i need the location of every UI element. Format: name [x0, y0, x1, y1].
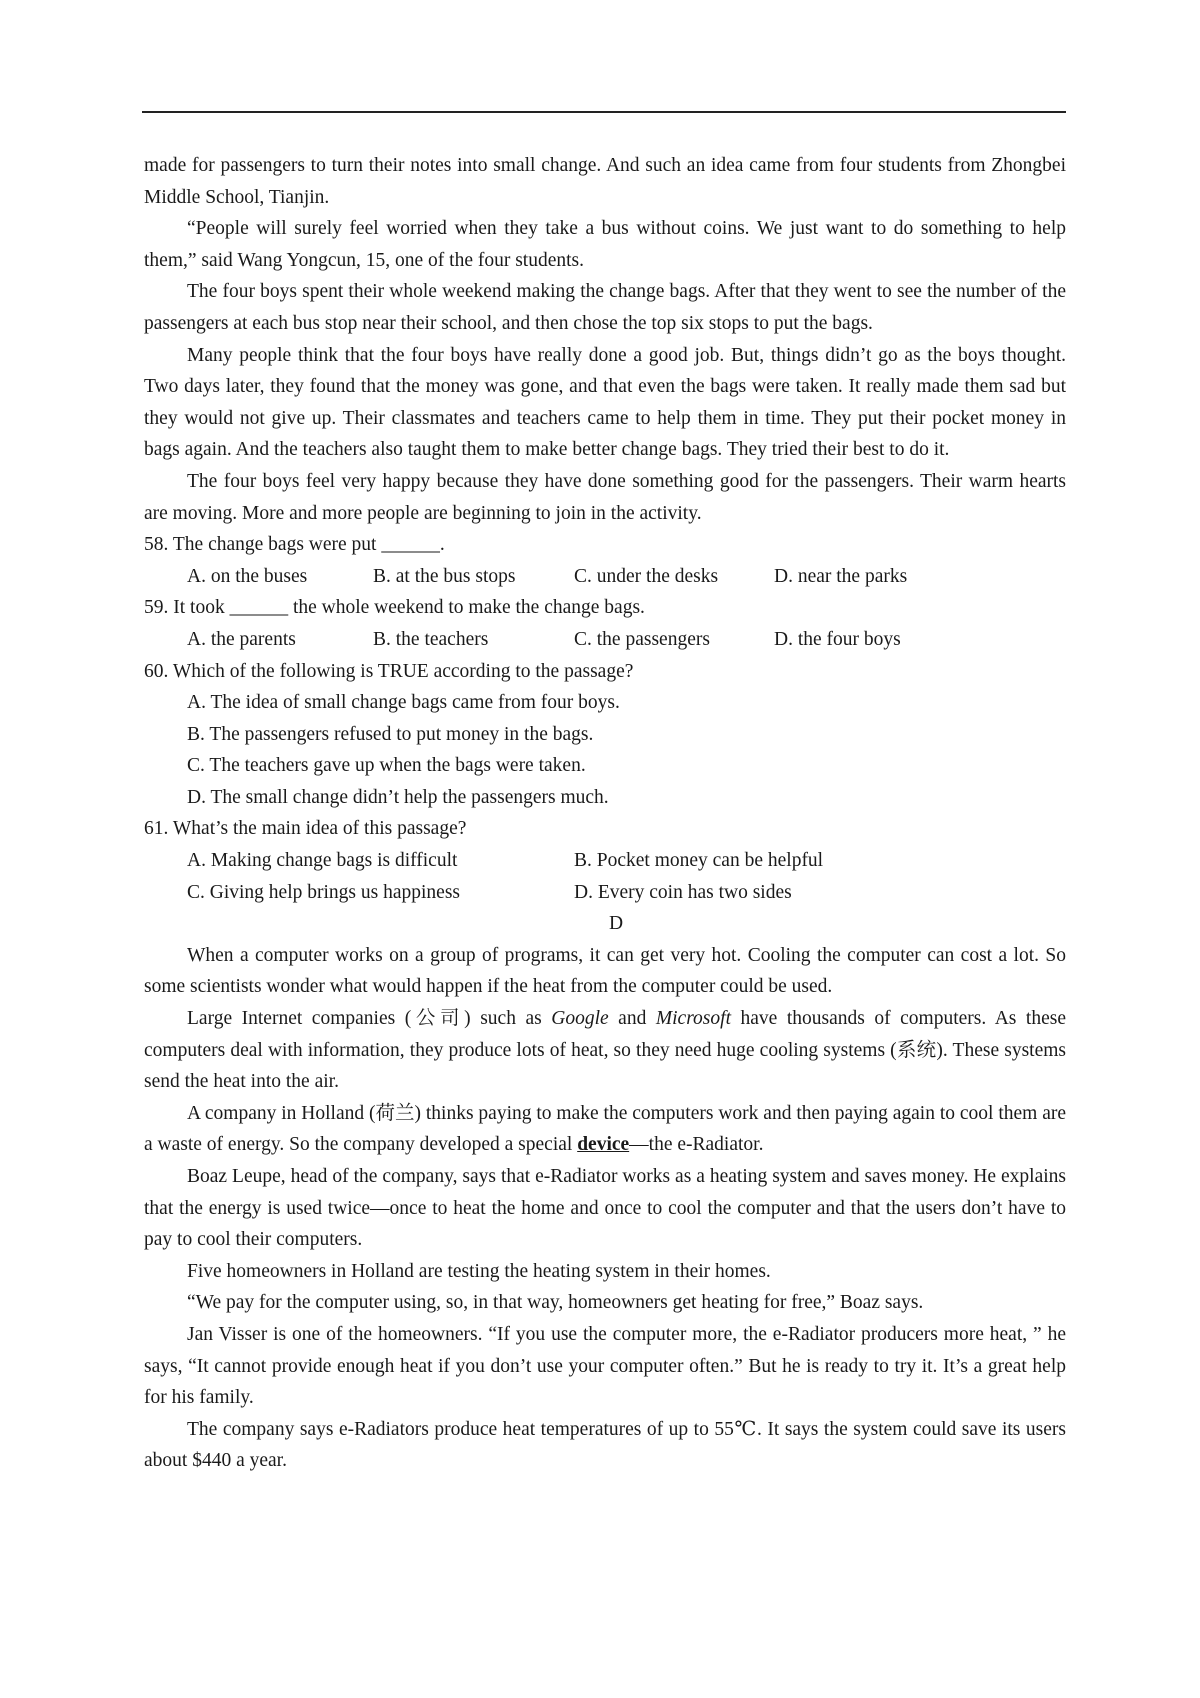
passage-c-paragraph-1: made for passengers to turn their notes into small change. And such an idea came from four students from Zhongbei Middle School, Tianjin. [144, 155, 1066, 208]
question-options [144, 624, 1066, 656]
passage-d-paragraph-8: The company says e-Radiators produce heat temperatures of up to 55℃. It says the system could save its users about $440 a year. [144, 1418, 1066, 1472]
question-60 [144, 656, 1066, 814]
passage-d-paragraph-3 [144, 1098, 1066, 1161]
company-name-google: Google [551, 1008, 609, 1030]
option-c: C. the passengers [574, 628, 710, 650]
option-d: D. Every coin has two sides [574, 881, 792, 903]
header-rule [142, 111, 1066, 113]
question-options-row-2 [144, 877, 1066, 909]
option-a: A. The idea of small change bags came from four boys. [187, 692, 620, 714]
passage-d-paragraph-6: “We pay for the computer using, so, in that way, homeowners get heating for free,” Boaz says. [187, 1292, 924, 1314]
question-59 [144, 592, 1066, 655]
option-a: A. the parents [187, 628, 296, 650]
question-61 [144, 813, 1066, 908]
question-stem: 58. The change bags were put ______. [144, 534, 445, 556]
passage-d-paragraph-2 [144, 1003, 1066, 1098]
option-c: C. The teachers gave up when the bags were taken. [187, 755, 586, 777]
text-segment: and [608, 1008, 656, 1030]
section-heading: D [608, 913, 624, 935]
option-a: A. on the buses [187, 565, 308, 587]
passage-c-paragraph-5: The four boys feel very happy because they have done something good for the passengers. Their warm hearts are moving. More and more people are beginning to join in the activity. [144, 470, 1066, 524]
text-segment: —the e-Radiator. [629, 1134, 764, 1156]
underlined-word-device: device [577, 1134, 630, 1156]
question-stem: 61. What’s the main idea of this passage? [144, 818, 467, 840]
question-58 [144, 529, 1066, 592]
passage-c-paragraph-2: “People will surely feel worried when they take a bus without coins. We just want to do something to help them,” said Wang Yongcun, 15, one of the four students. [144, 218, 1066, 271]
option-c: C. Giving help brings us happiness [187, 881, 460, 903]
company-name-microsoft: Microsoft [655, 1008, 731, 1030]
text-segment: have thousands of computers. As these computers deal with information, they produce lots of heat, so they need huge cooling systems (系统). These systems send the heat into the air. [144, 1008, 1066, 1093]
option-d: D. The small change didn’t help the passengers much. [187, 786, 609, 808]
option-d: D. the four boys [774, 628, 901, 650]
option-b: B. at the bus stops [373, 565, 516, 587]
passage-d-paragraph-1: When a computer works on a group of programs, it can get very hot. Cooling the computer can cost a lot. So some scientists wonder what would happen if the heat from the computer could be used. [144, 944, 1066, 998]
passage-c-paragraph-4: Many people think that the four boys have really done a good job. But, things didn’t go as the boys thought. Two days later, they found that the money was gone, and that even the bags were taken. It really made them sad but they would not give up. Their classmates and teachers came to help them in time. They put their pocket money in bags again. And the teachers also taught them to make better change bags. They tried their best to do it. [144, 344, 1066, 461]
passage-c-paragraph-3: The four boys spent their whole weekend making the change bags. After that they went to see the number of the passengers at each bus stop near their school, and then chose the top six stops to put the bags. [144, 281, 1066, 334]
option-a: A. Making change bags is difficult [187, 850, 458, 872]
option-b: B. The passengers refused to put money in the bags. [187, 723, 594, 745]
option-c: C. under the desks [574, 565, 719, 587]
passage-d-paragraph-7: Jan Visser is one of the homeowners. “If you use the computer more, the e-Radiator producers more heat, ” he says, “It cannot provide enough heat if you don’t use your computer often.” But he is ready to try it. It’s a great help for his family. [144, 1323, 1066, 1409]
question-options-row-1 [144, 845, 1066, 877]
question-options [144, 561, 1066, 593]
passage-d-paragraph-5: Five homeowners in Holland are testing the heating system in their homes. [187, 1260, 771, 1282]
text-segment: Large Internet companies (公司) such as [187, 1008, 552, 1030]
document-body [144, 150, 1066, 1477]
question-stem: 59. It took ______ the whole weekend to make the change bags. [144, 597, 645, 619]
option-b: B. the teachers [373, 628, 489, 650]
text-segment: A company in Holland (荷兰) thinks paying to make the computers work and then paying again to cool them are a waste of energy. So the company developed a special [144, 1102, 1066, 1156]
passage-d-paragraph-4: Boaz Leupe, head of the company, says that e-Radiator works as a heating system and saves money. He explains that the energy is used twice—once to heat the home and once to cool the computer and that the users don’t have to pay to cool their computers. [144, 1166, 1066, 1251]
option-b: B. Pocket money can be helpful [574, 850, 824, 872]
question-stem: 60. Which of the following is TRUE according to the passage? [144, 660, 634, 682]
option-d: D. near the parks [774, 565, 908, 587]
